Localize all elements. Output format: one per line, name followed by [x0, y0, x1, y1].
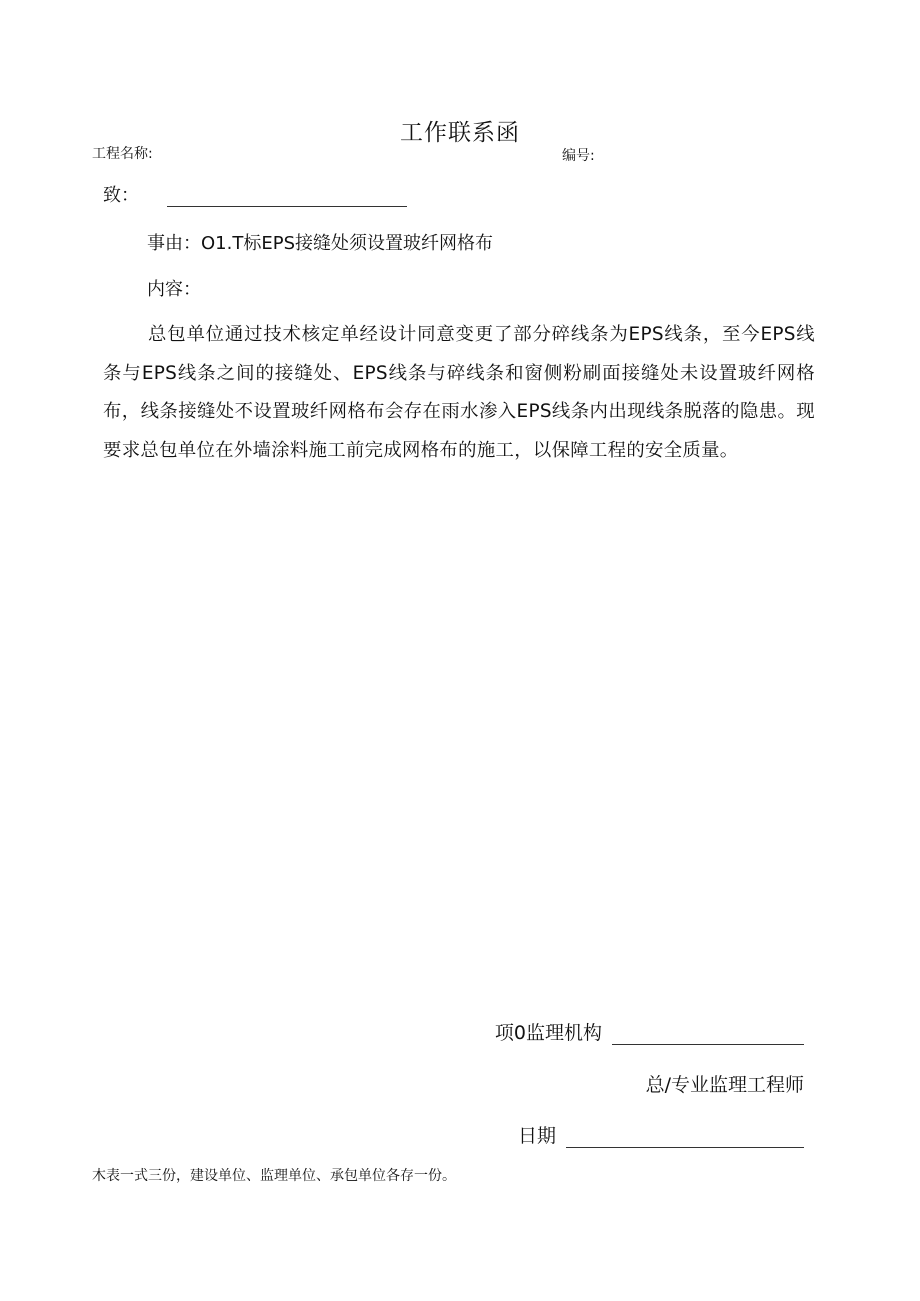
supervising-engineer-label: 总/专业监理工程师 — [645, 1074, 804, 1096]
signature-date-row — [518, 1121, 804, 1148]
supervision-org-blank — [612, 1024, 804, 1045]
document-title: 工作联系函 — [400, 120, 520, 146]
subject-line: 事由：O1.T标EPS接缝处须设置玻纤网格布 — [147, 233, 493, 254]
supervision-org-label: 项0监理机构 — [494, 1022, 602, 1044]
to-row — [103, 181, 407, 207]
signature-org-row — [495, 1018, 804, 1045]
footer-note: 木表一式三份，建设单位、监理单位、承包单位各存一份。 — [92, 1168, 456, 1184]
content-label: 内容： — [147, 279, 201, 300]
date-blank — [566, 1127, 804, 1148]
project-name-label: 工程名称: — [92, 146, 153, 162]
content-paragraph: 总包单位通过技术核定单经设计同意变更了部分碎线条为EPS线条，至今EPS线条与EPS线条之间的接缝处、EPS线条与碎线条和窗侧粉刷面接缝处未设置玻纤网格布，线条接缝处不设置玻纤网格布会存在雨水渗入EPS线条内出现线条脱落的隐患。现要求总包单位在外墙涂料施工前完成网格布的施工，以保障工程的安全质量。 — [103, 324, 815, 461]
date-label: 日期 — [517, 1125, 556, 1147]
to-label: 致： — [103, 185, 139, 206]
number-label: 编号: — [562, 148, 595, 164]
signature-engineer-row — [646, 1070, 804, 1097]
to-recipient-blank — [167, 186, 407, 207]
